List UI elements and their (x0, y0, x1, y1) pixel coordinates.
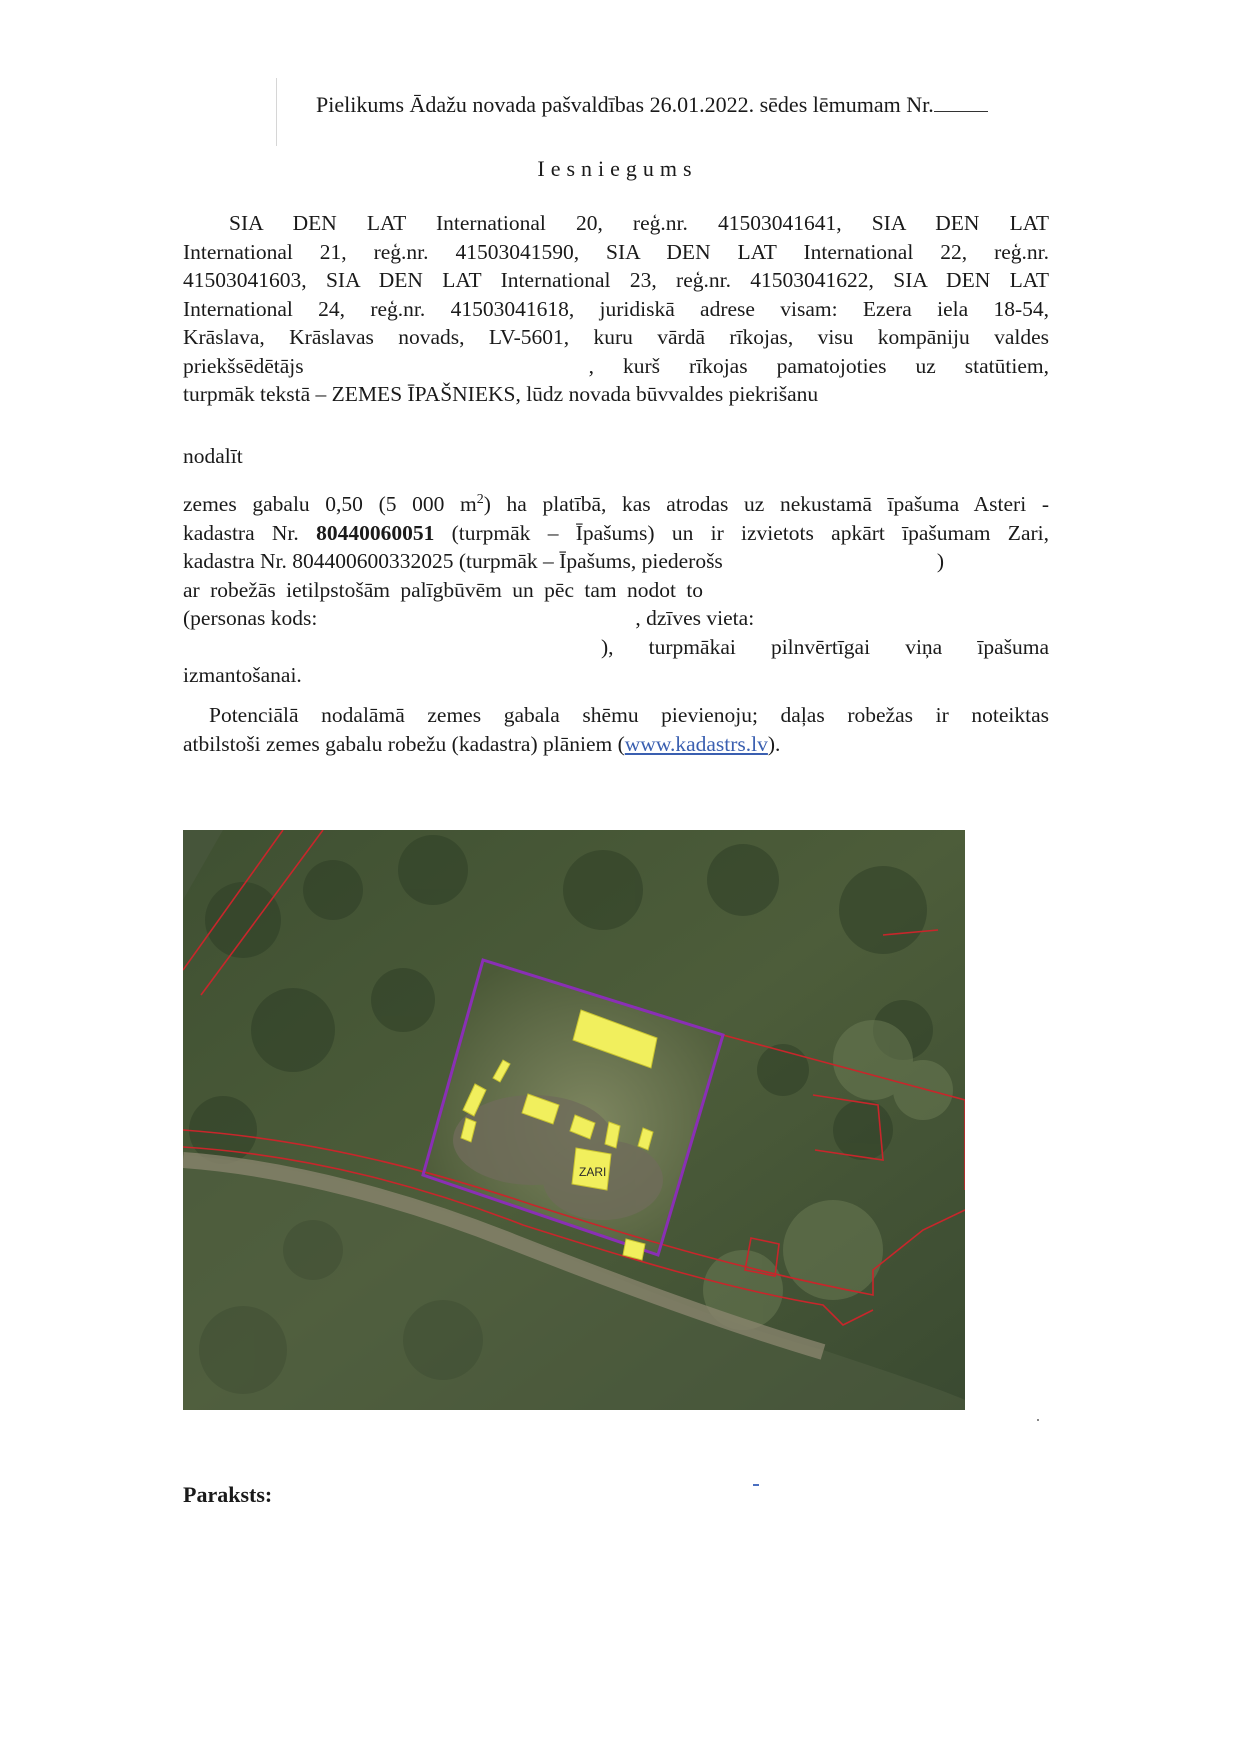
scheme-line (183, 730, 1049, 759)
scan-mark (753, 1484, 759, 1486)
land-text: kadastra Nr. 804400600332025 (turpmāk – Īpašums, piederošs (183, 549, 723, 574)
chairman-label: priekšsēdētājs (183, 353, 304, 378)
decision-number-blank (934, 97, 988, 112)
land-text: , dzīves vieta: (635, 606, 755, 631)
land-text: turpmākai pilnvērtīgai viņa īpašuma (648, 634, 1049, 659)
land-text: ), (601, 634, 614, 659)
land-text: zemes gabalu 0,50 (5 000 m (183, 492, 477, 517)
scheme-text: atbilstoši zemes gabalu robežu (kadastra) plāniem ( (183, 731, 625, 756)
scan-speck (1037, 1419, 1039, 1421)
land-text: ar robežās ietilpstošām palīgbūvēm un pēc tam nodot to (183, 577, 704, 602)
land-text: kadastra Nr. (183, 520, 299, 545)
intro-line: International 21, reģ.nr. 41503041590, SIA DEN LAT International 22, reģ.nr. (183, 239, 1049, 264)
intro-line: 41503041603, SIA DEN LAT International 23, reģ.nr. 41503041622, SIA DEN LAT (183, 268, 1049, 292)
land-line: izmantošanai. (183, 663, 302, 688)
action-word: nodalīt (183, 444, 243, 468)
land-line (183, 604, 1049, 633)
signature-label: Paraksts: (183, 1482, 273, 1507)
intro-paragraph (183, 209, 1049, 409)
header-annex-note (316, 92, 988, 118)
land-line (183, 633, 1049, 662)
header-text: Pielikums Ādažu novada pašvaldības 26.01.2022. sēdes lēmumam Nr. (316, 92, 934, 117)
land-text: (turpmāk – Īpašums) un ir izvietots apkārt īpašumam Zari, (451, 520, 1049, 545)
intro-line: Krāslava, Krāslavas novads, LV-5601, kuru vārdā rīkojas, visu kompāniju valdes (183, 325, 1049, 349)
land-line (183, 576, 1049, 605)
land-text: ) ha platībā, kas atrodas uz nekustamā īpašuma Asteri - (483, 492, 1049, 517)
land-text: ) (936, 549, 944, 574)
intro-line (183, 352, 1049, 381)
kadastrs-link[interactable]: www.kadastrs.lv (624, 731, 768, 756)
land-line (183, 547, 1049, 576)
scheme-line: Potenciālā nodalāmā zemes gabala shēmu pievienoju; daļas robežas ir noteiktas (209, 703, 1049, 727)
page-title: Iesniegums (537, 156, 698, 181)
map-label-zari: ZARI (579, 1165, 607, 1179)
intro-line: International 24, reģ.nr. 41503041618, juridiskā adrese visam: Ezera iela 18-54, (183, 296, 1049, 321)
land-line (183, 519, 1049, 548)
scheme-text: ). (767, 731, 781, 756)
cadastre-number: 80440060051 (316, 520, 435, 545)
land-text: (personas kods: (183, 606, 318, 631)
scheme-paragraph (183, 701, 1049, 758)
land-line (183, 486, 1049, 519)
margin-rule (276, 78, 277, 146)
intro-line: SIA DEN LAT International 20, reģ.nr. 41503041641, SIA DEN LAT (229, 211, 1049, 235)
land-paragraph (183, 486, 1049, 690)
intro-line: turpmāk tekstā – ZEMES ĪPAŠNIEKS, lūdz novada būvvaldes piekrišanu (183, 382, 819, 406)
intro-line-text: , kurš rīkojas pamatojoties uz statūtiem, (588, 353, 1049, 378)
aerial-map (183, 830, 965, 1410)
superscript: 2 (476, 492, 484, 507)
